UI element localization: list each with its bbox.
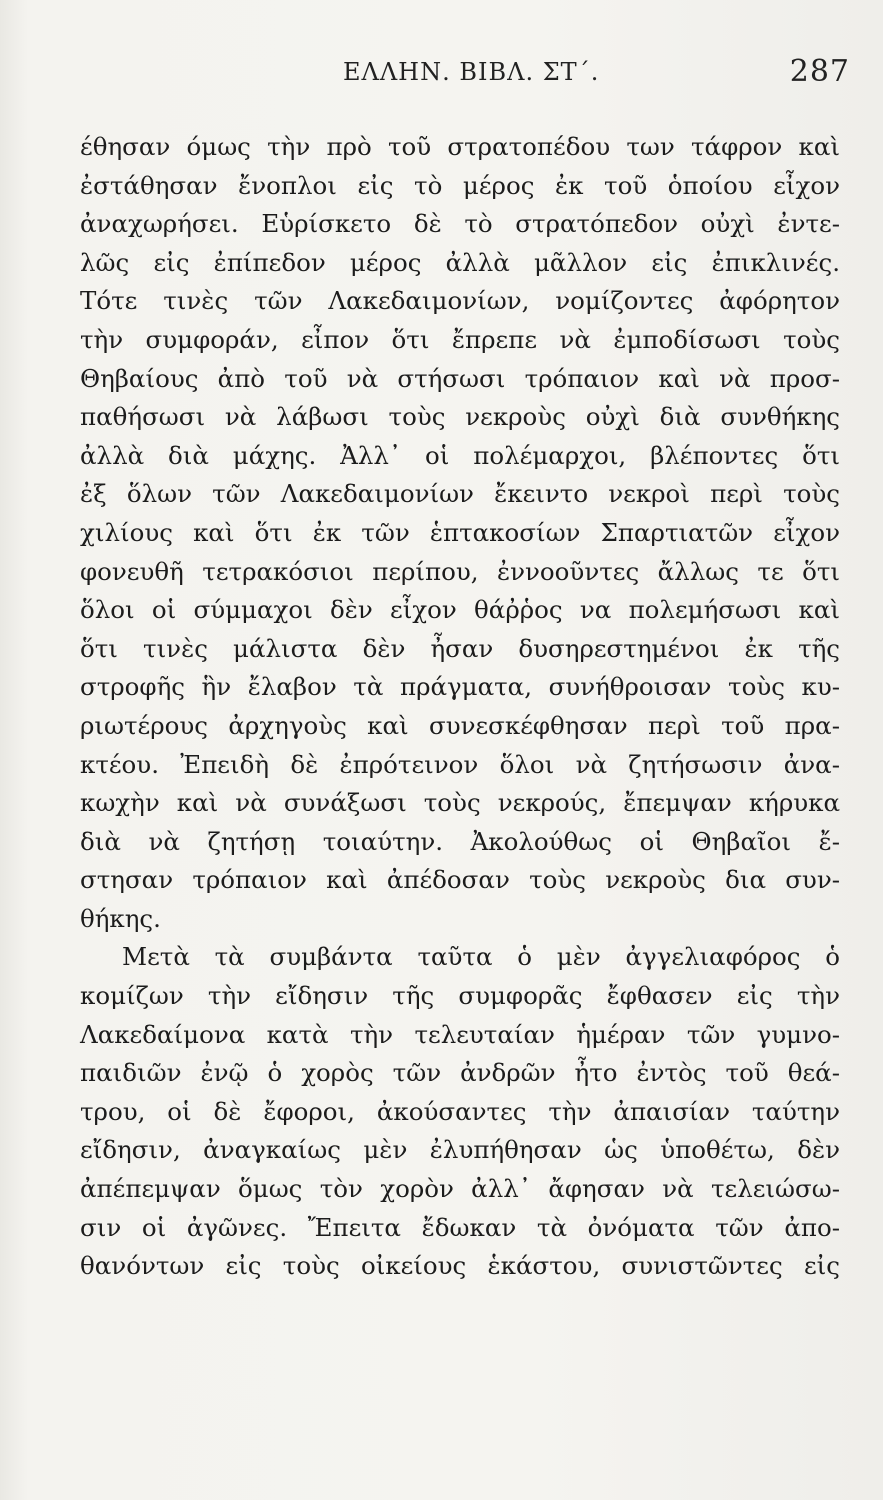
text-line: Τότε τινὲς τῶν Λακεδαιμονίων, νομίζοντες ἀφόρητον [80, 286, 840, 316]
text-line: χιλίους καὶ ὅτι ἐκ τῶν ἑπτακοσίων Σπαρτιατῶν εἶχον [80, 517, 840, 547]
page-number: 287 [789, 54, 850, 89]
text-line: έθησαν όμως τὴν πρὸ τοῦ στρατοπέδου των τάφρον καὶ [80, 132, 840, 161]
running-head: ΕΛΛΗΝ. ΒΙΒΛ. ΣΤ΄. [343, 58, 600, 86]
text-line: τρου, οἱ δὲ ἔφοροι, ἀκούσαντες τὴν ἀπαισίαν ταύτην [80, 1096, 840, 1126]
text-line: ἐστάθησαν ἔνοπλοι εἰς τὸ μέρος ἐκ τοῦ ὁποίου εἶχον [80, 170, 840, 200]
text-line: ἐξ ὅλων τῶν Λακεδαιμονίων ἔκειντο νεκροὶ περὶ τοὺς [80, 479, 840, 509]
text-line: κωχὴν καὶ νὰ συνάξωσι τοὺς νεκρούς, ἔπεμψαν κήρυκα [80, 788, 840, 818]
text-line: φονευθῆ τετρακόσιοι περίπου, ἐννοοῦντες ἄλλως τε ὅτι [80, 556, 840, 586]
text-line: ριωτέρους ἀρχηγοὺς καὶ συνεσκέφθησαν περὶ τοῦ πρα- [80, 710, 840, 740]
text-line: διὰ νὰ ζητήσῃ τοιαύτην. Ἀκολούθως οἱ Θηβαῖοι ἔ- [80, 826, 840, 856]
text-line: κομίζων τὴν εἴδησιν τῆς συμφορᾶς ἔφθασεν εἰς τὴν [80, 981, 840, 1011]
text-line: θανόντων εἰς τοὺς οἰκείους ἑκάστου, συνιστῶντες εἰς [80, 1251, 840, 1281]
page-header [80, 54, 850, 98]
body-text [80, 128, 840, 1286]
text-line: Θηβαίους ἀπὸ τοῦ νὰ στήσωσι τρόπαιον καὶ νὰ προσ- [80, 363, 840, 393]
text-line: στροφῆς ἣν ἔλαβον τὰ πράγματα, συνήθροισαν τοὺς κυ- [80, 672, 840, 702]
text-line: στησαν τρόπαιον καὶ ἀπέδοσαν τοὺς νεκροὺς δια συν- [80, 865, 840, 895]
text-line: τὴν συμφοράν, εἶπον ὅτι ἔπρεπε νὰ ἐμποδίσωσι τοὺς [80, 324, 840, 354]
text-line: ὅτι τινὲς μάλιστα δὲν ἦσαν δυσηρεστημένοι ἐκ τῆς [80, 633, 840, 663]
text-line: ἀπέπεμψαν ὅμως τὸν χορὸν ἀλλ᾽ ἄφησαν νὰ τελειώσω- [80, 1174, 840, 1204]
text-line: Λακεδαίμονα κατὰ τὴν τελευταίαν ἡμέραν τῶν γυμνο- [80, 1019, 840, 1049]
text-line: λῶς εἰς ἐπίπεδον μέρος ἀλλὰ μᾶλλον εἰς ἐπικλινές. [80, 247, 840, 277]
text-line: θήκης. [80, 903, 161, 933]
paragraph-first-line: Μετὰ τὰ συμβάντα ταῦτα ὁ μὲν ἀγγελιαφόρος ὁ [122, 942, 840, 972]
text-line: σιν οἱ ἀγῶνες. Ἔπειτα ἔδωκαν τὰ ὀνόματα τῶν ἀπο- [80, 1212, 840, 1242]
text-line: παιδιῶν ἐνῷ ὁ χορὸς τῶν ἀνδρῶν ἦτο ἐντὸς τοῦ θεά- [80, 1058, 840, 1088]
text-line: ἀλλὰ διὰ μάχης. Ἀλλ᾽ οἱ πολέμαρχοι, βλέποντες ὅτι [80, 440, 840, 470]
text-line: παθήσωσι νὰ λάβωσι τοὺς νεκροὺς οὐχὶ διὰ συνθήκης [80, 402, 840, 432]
text-line: ἀναχωρήσει. Εὑρίσκετο δὲ τὸ στρατόπεδον οὐχὶ ἐντε- [80, 209, 840, 239]
text-line: κτέου. Ἐπειδὴ δὲ ἐπρότεινον ὅλοι νὰ ζητήσωσιν ἀνα- [80, 749, 840, 779]
text-line: εἴδησιν, ἀναγκαίως μὲν ἐλυπήθησαν ὡς ὑποθέτω, δὲν [80, 1135, 840, 1165]
text-line: ὅλοι οἱ σύμμαχοι δὲν εἶχον θάῤῥος να πολεμήσωσι καὶ [80, 595, 840, 625]
